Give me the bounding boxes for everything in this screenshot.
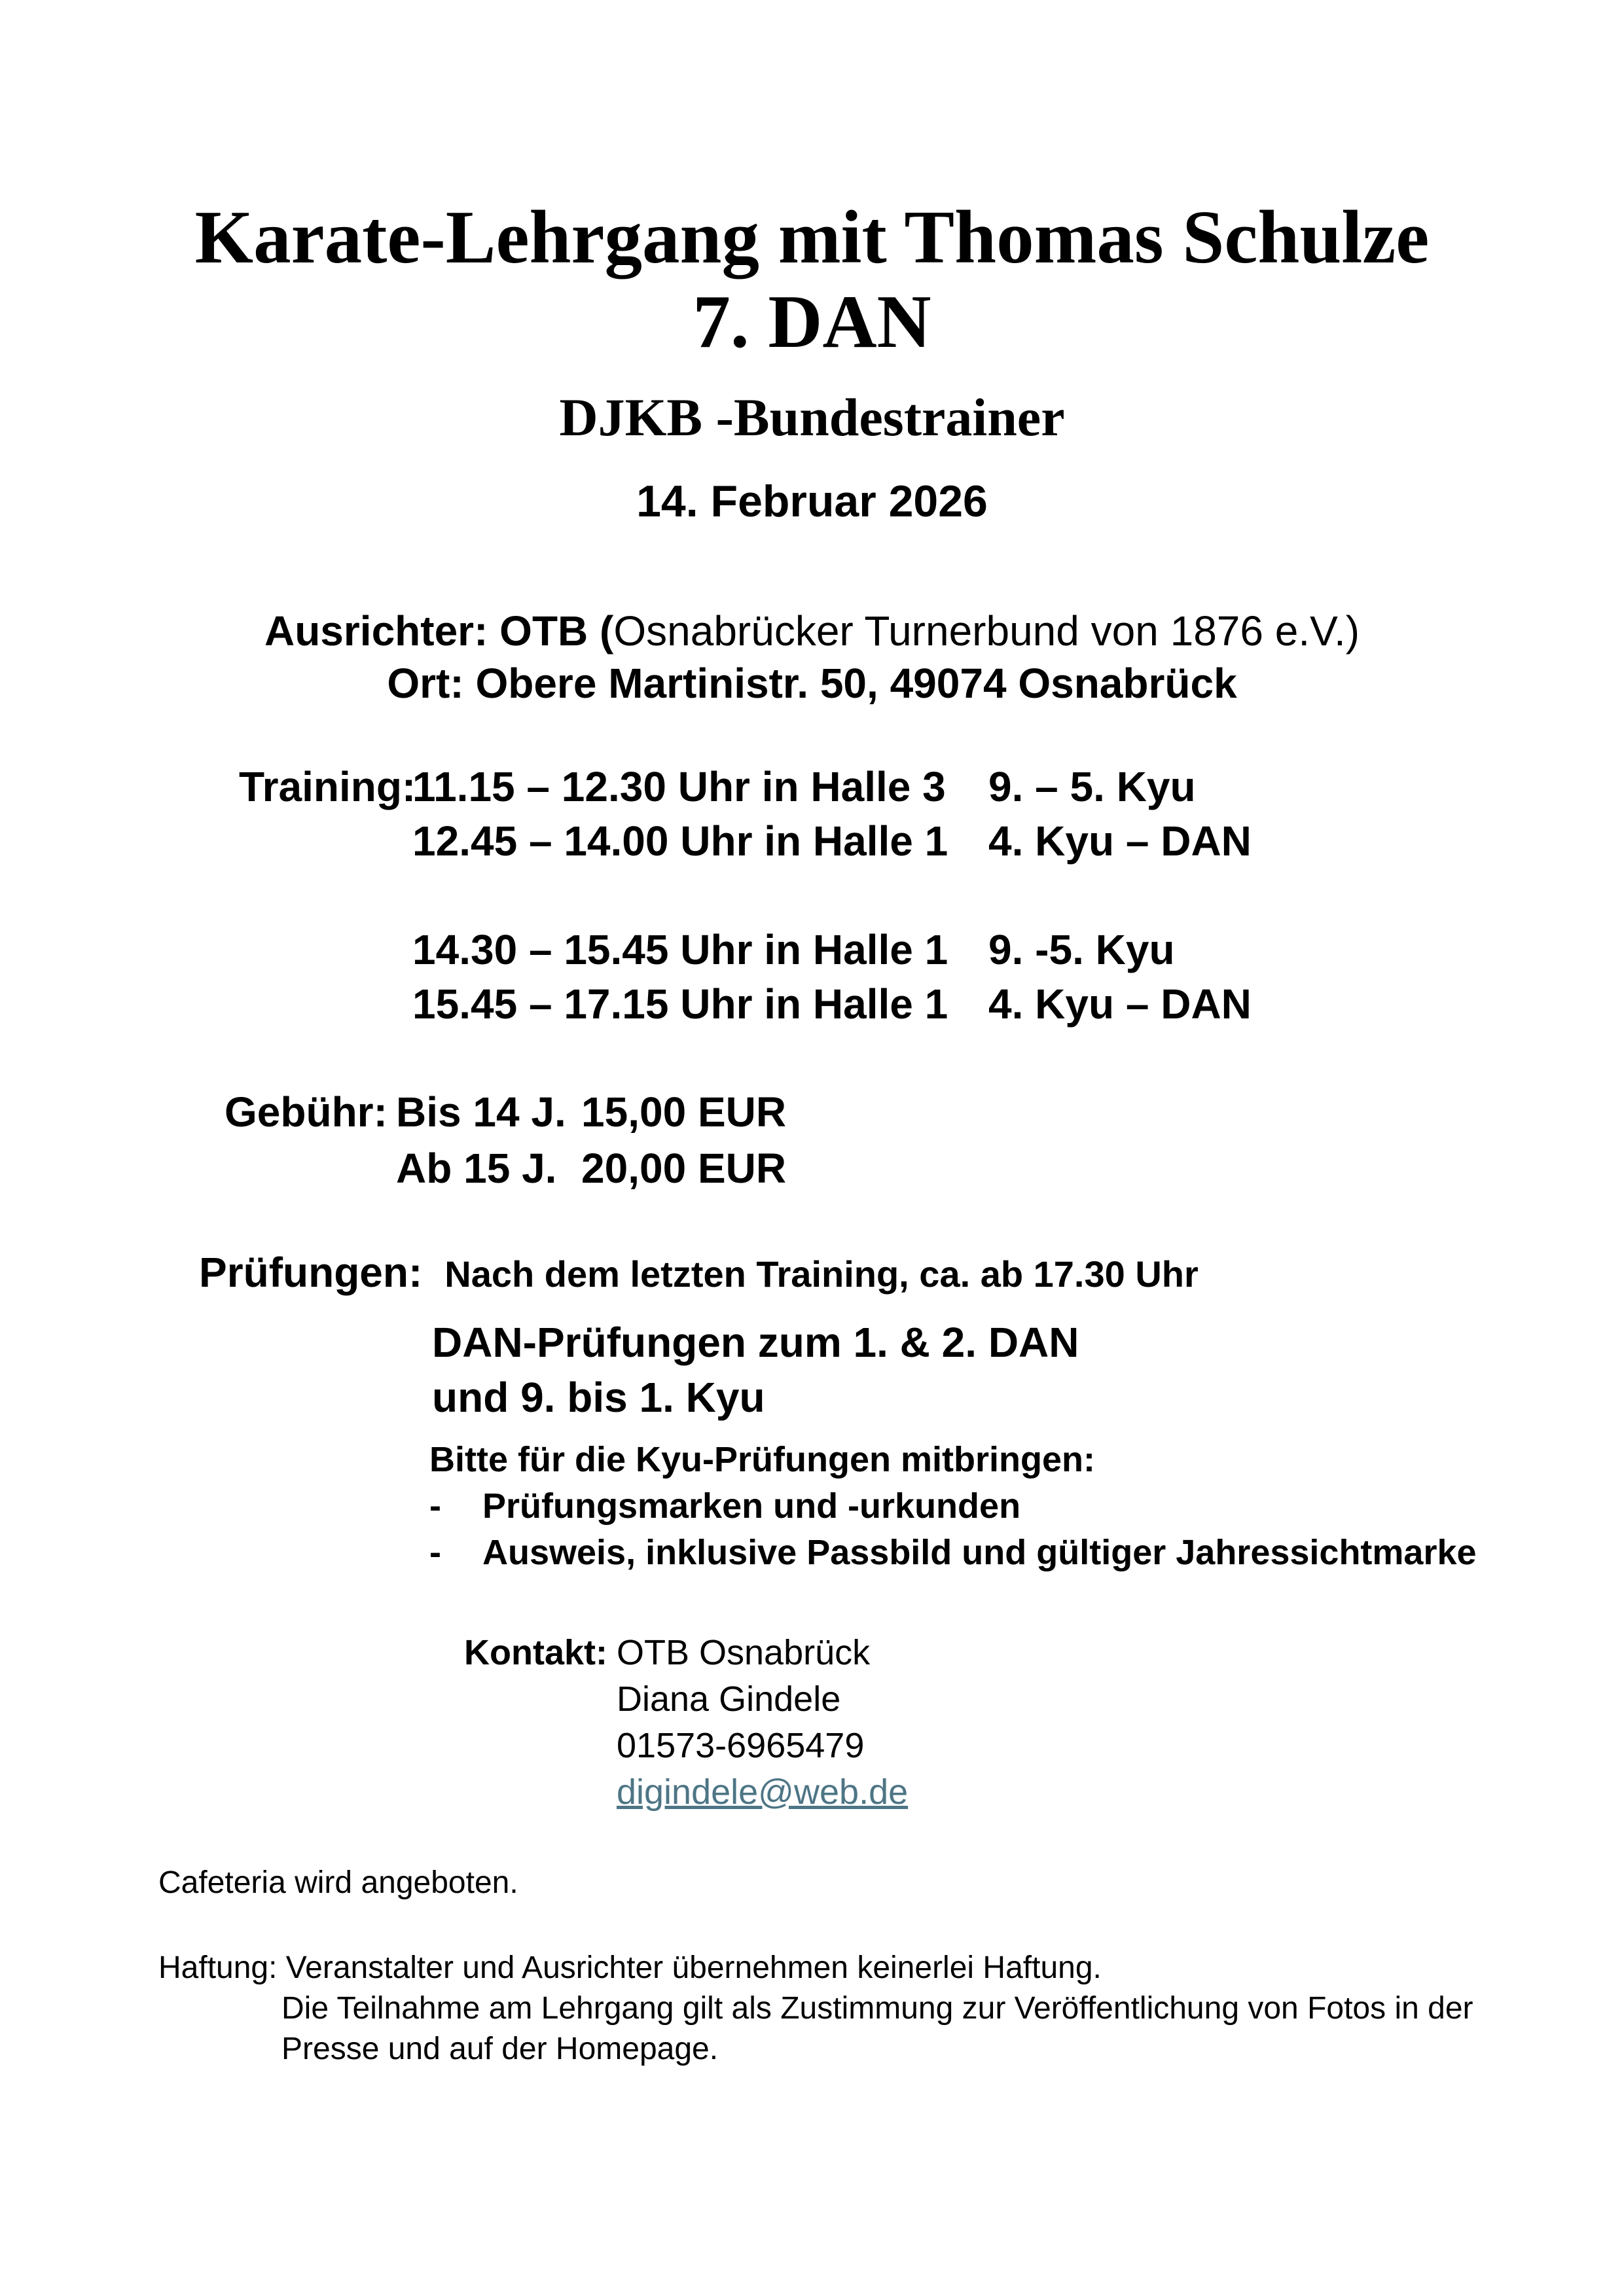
contact-email-link[interactable]: digindele@web.de	[617, 1772, 909, 1812]
training-schedule	[239, 760, 1252, 1031]
fee-price: 20,00 EUR	[581, 1145, 787, 1192]
fee-group: Bis 14 J.	[396, 1088, 566, 1136]
training-label: Training:	[239, 763, 416, 810]
contact-phone: 01573-6965479	[617, 1726, 865, 1765]
training-row	[239, 814, 1252, 869]
contact-label: Kontakt:	[464, 1633, 607, 1672]
dan-exams-line1: DAN-Prüfungen zum 1. & 2. DAN	[432, 1319, 1079, 1366]
training-time: 11.15 – 12.30 Uhr in Halle 3	[412, 763, 946, 810]
exams-header	[199, 1246, 1199, 1300]
liability-line3: Presse und auf der Homepage.	[281, 2032, 719, 2066]
training-time: 14.30 – 15.45 Uhr in Halle 1	[412, 926, 948, 973]
training-group: 4. Kyu – DAN	[988, 817, 1252, 865]
bullet-marker: -	[429, 1486, 441, 1526]
fee-price: 15,00 EUR	[581, 1088, 787, 1136]
training-time: 15.45 – 17.15 Uhr in Halle 1	[412, 980, 948, 1028]
bullet-text: Prüfungsmarken und -urkunden	[482, 1486, 1021, 1526]
organizer-detail: Osnabrücker Turnerbund von 1876 e.V.)	[613, 607, 1360, 655]
bring-list	[429, 1437, 1477, 1576]
bullet-marker: -	[429, 1533, 441, 1572]
liability-line1: Haftung: Veranstalter und Ausrichter übernehmen keinerlei Haftung.	[158, 1950, 1102, 1985]
training-time: 12.45 – 14.00 Uhr in Halle 1	[412, 817, 948, 865]
fee-group: Ab 15 J.	[396, 1145, 557, 1192]
bullet-text: Ausweis, inklusive Passbild und gültiger Jahressichtmarke	[482, 1533, 1477, 1572]
training-group: 9. – 5. Kyu	[988, 763, 1196, 810]
event-date: 14. Februar 2026	[636, 476, 988, 526]
organizer-line	[0, 605, 1624, 657]
contact-name: Diana Gindele	[617, 1679, 841, 1719]
training-row	[239, 760, 1252, 814]
liability-line2: Die Teilnahme am Lehrgang gilt als Zustimmung zur Veröffentlichung von Fotos in der	[281, 1991, 1473, 2026]
exams-intro: Nach dem letzten Training, ca. ab 17.30 Uhr	[444, 1253, 1199, 1295]
training-group: 4. Kyu – DAN	[988, 980, 1252, 1028]
fees-section	[225, 1084, 786, 1196]
list-item	[429, 1530, 1477, 1576]
organizer-label: Ausrichter: OTB (	[264, 607, 614, 655]
fee-row	[225, 1084, 786, 1140]
contact-org: OTB Osnabrück	[617, 1633, 871, 1672]
list-item	[429, 1483, 1477, 1530]
dan-exams	[432, 1315, 1079, 1425]
page-title: Karate-Lehrgang mit Thomas Schulze	[194, 196, 1430, 279]
bring-title: Bitte für die Kyu-Prüfungen mitbringen:	[429, 1440, 1095, 1479]
fee-row	[225, 1140, 786, 1196]
location-line: Ort: Obere Martinistr. 50, 49074 Osnabrück	[387, 660, 1237, 707]
exams-label: Prüfungen:	[199, 1249, 423, 1296]
dan-exams-line2: und 9. bis 1. Kyu	[432, 1374, 765, 1421]
contact-values	[617, 1630, 908, 1816]
contact-section	[464, 1630, 908, 1816]
training-row	[239, 977, 1252, 1031]
title-rank: 7. DAN	[693, 280, 931, 363]
subtitle: DJKB -Bundestrainer	[559, 387, 1065, 447]
cafeteria-note: Cafeteria wird angeboten.	[158, 1865, 518, 1900]
fees-label: Gebühr:	[225, 1088, 388, 1136]
title-block	[0, 195, 1624, 364]
liability-note	[158, 1948, 1473, 2070]
training-group: 9. -5. Kyu	[988, 926, 1175, 973]
training-row	[239, 923, 1252, 977]
